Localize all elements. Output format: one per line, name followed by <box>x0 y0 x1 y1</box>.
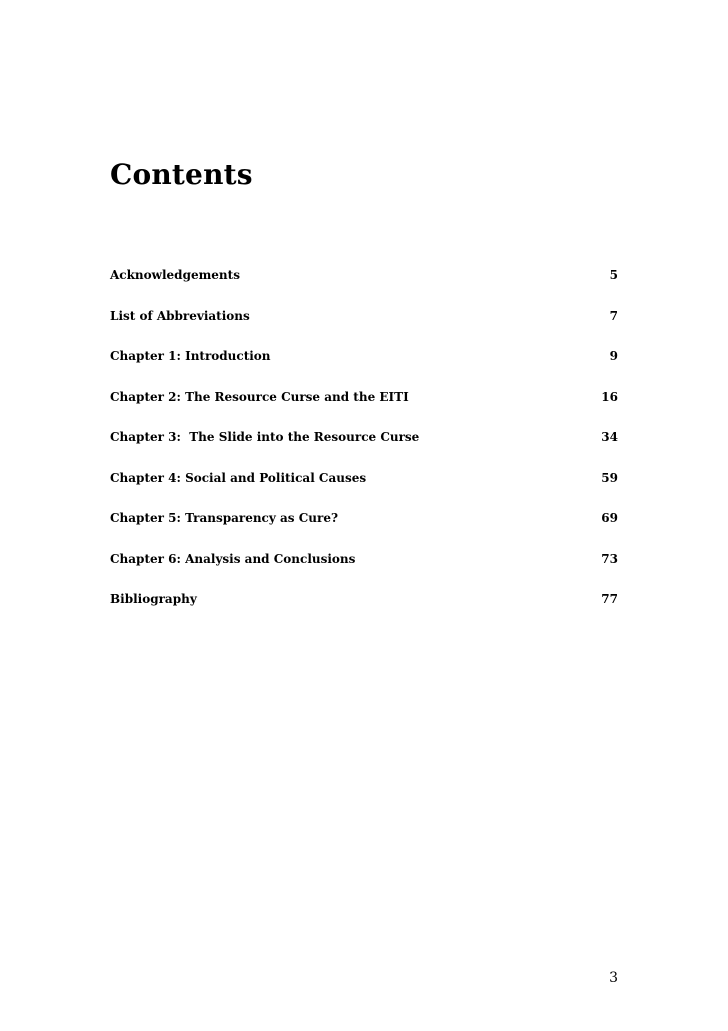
page-number: 3 <box>609 970 618 986</box>
toc-entry-chapter-1[interactable] <box>110 346 618 387</box>
toc-entry-title: Chapter 3: The Slide into the Resource Curse <box>110 430 420 444</box>
toc-entry-page: 77 <box>601 592 618 606</box>
toc-entry-chapter-2[interactable] <box>110 387 618 428</box>
toc-entry-page: 34 <box>601 430 618 444</box>
toc-entry-page: 73 <box>601 551 618 566</box>
toc-entry-page: 9 <box>609 349 618 363</box>
toc-entry-page: 7 <box>609 308 618 323</box>
toc-entry-title: List of Abbreviations <box>110 308 250 323</box>
toc-entry-title: Chapter 6: Analysis and Conclusions <box>110 551 356 566</box>
toc-entry-page: 5 <box>609 268 618 282</box>
toc-entry-list-of-abbreviations[interactable] <box>110 306 618 347</box>
toc-entry-title: Chapter 2: The Resource Curse and the EITI <box>110 389 409 404</box>
toc-entry-title: Chapter 1: Introduction <box>110 349 271 363</box>
toc-entry-page: 16 <box>601 389 618 404</box>
toc-entry-title: Chapter 5: Transparency as Cure? <box>110 511 338 525</box>
toc-entry-title: Bibliography <box>110 592 197 606</box>
toc-entry-acknowledgements[interactable] <box>110 265 618 306</box>
table-of-contents <box>110 265 618 630</box>
toc-entry-page: 59 <box>601 470 618 485</box>
toc-entry-chapter-6[interactable] <box>110 549 618 590</box>
toc-entry-title: Chapter 4: Social and Political Causes <box>110 470 367 485</box>
toc-entry-chapter-5[interactable] <box>110 508 618 549</box>
toc-entry-chapter-4[interactable] <box>110 468 618 509</box>
toc-entry-title: Acknowledgements <box>110 268 240 282</box>
page-title: Contents <box>110 158 253 191</box>
toc-entry-page: 69 <box>601 511 618 525</box>
toc-entry-bibliography[interactable] <box>110 589 618 630</box>
toc-entry-chapter-3[interactable] <box>110 427 618 468</box>
